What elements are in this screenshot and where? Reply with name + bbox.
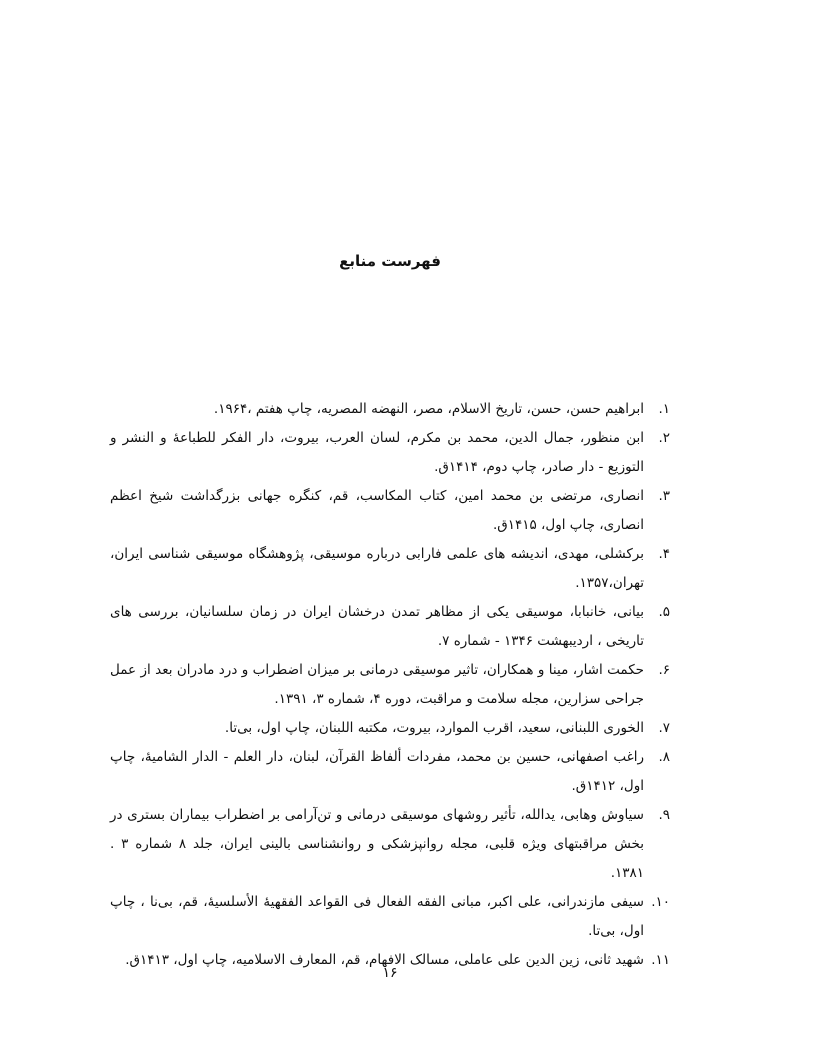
- reference-text: ابن منظور، جمال الدین، محمد بن مکرم، لسان العرب، بیروت، دار الفکر للطباعهٔ و النشر و التوزیع - دار صادر، چاپ دوم، ۱۴۱۴ق.: [110, 430, 644, 475]
- reference-item: [110, 743, 670, 801]
- reference-text: بیانی، خانبابا، موسیقی یکی از مظاهر تمدن درخشان ایران در زمان سلسانیان، بررسی های تاریخی ، اردیبهشت ۱۳۴۶ - شماره ۷.: [110, 604, 644, 649]
- reference-item: [110, 888, 670, 946]
- reference-item: [110, 540, 670, 598]
- reference-number: ۵.: [658, 604, 670, 620]
- reference-text: ابراهیم حسن، حسن، تاریخ الاسلام، مصر، النهضه المصریه، چاپ هفتم ،۱۹۶۴.: [213, 401, 644, 417]
- page-title: فهرست منابع: [339, 252, 441, 270]
- reference-item: [110, 424, 670, 482]
- reference-text: راغب اصفهانی، حسین بن محمد، مفردات ألفاظ القرآن، لبنان، دار العلم - الدار الشامیهٔ، چاپ اول، ۱۴۱۲ق.: [110, 749, 644, 794]
- reference-number: ۳.: [658, 488, 670, 504]
- reference-item: [110, 714, 670, 743]
- reference-number: ۶.: [658, 662, 670, 678]
- reference-number: ۲.: [658, 430, 670, 446]
- reference-item: [110, 395, 670, 424]
- reference-text: برکشلی، مهدی، اندیشه های علمی فارابی درباره موسیقی، پژوهشگاه موسیقی شناسی ایران، تهران،۱۳۵۷.: [110, 546, 644, 591]
- reference-item: [110, 801, 670, 888]
- reference-number: ۱۰.: [651, 894, 670, 910]
- reference-text: سیاوش وهابی، یدالله، تأثیر روشهای موسیقی درمانی و تن‌آرامی بر اضطراب بیماران بستری در بخش مراقبتهای ویژه قلبی، مجله روانپزشکی و روانشناسی بالینی ایران، جلد ۸ شماره ۳ . ۱۳۸۱.: [110, 807, 645, 881]
- reference-text: الخوری اللبنانی، سعید، اقرب الموارد، بیروت، مکتبه اللبنان، چاپ اول، بی‌تا.: [224, 720, 644, 736]
- reference-text: حکمت اشار، مینا و همکاران، تاثیر موسیقی درمانی بر میزان اضطراب و درد مادران بعد از عمل جراحی سزارین، مجله سلامت و مراقبت، دوره ۴، شماره ۳، ۱۳۹۱.: [110, 662, 644, 707]
- reference-item: [110, 656, 670, 714]
- reference-number: ۴.: [658, 546, 670, 562]
- reference-number: ۹.: [658, 807, 670, 823]
- reference-number: ۸.: [658, 749, 670, 765]
- reference-text: شهید ثانی، زین الدین علی عاملی، مسالک الافهام، قم، المعارف الاسلامیه، چاپ اول، ۱۴۱۳ق.: [125, 952, 644, 968]
- reference-number: ۱۱.: [651, 952, 670, 968]
- reference-item: [110, 598, 670, 656]
- page-number: ۱۶: [382, 965, 398, 981]
- reference-item: [110, 482, 670, 540]
- reference-text: انصاری، مرتضی بن محمد امین، کتاب المکاسب، قم، کنگره جهانی بزرگداشت شیخ اعظم انصاری، چاپ اول، ۱۴۱۵ق.: [110, 488, 644, 533]
- reference-list: [110, 395, 670, 975]
- reference-number: ۱.: [658, 401, 670, 417]
- reference-text: سیفی مازندرانی، علی اکبر، مبانی الفقه الفعال فی القواعد الفقهیهٔ الأسلسیهٔ، قم، بی‌نا ، چاپ اول، بی‌تا.: [110, 894, 644, 939]
- reference-number: ۷.: [658, 720, 670, 736]
